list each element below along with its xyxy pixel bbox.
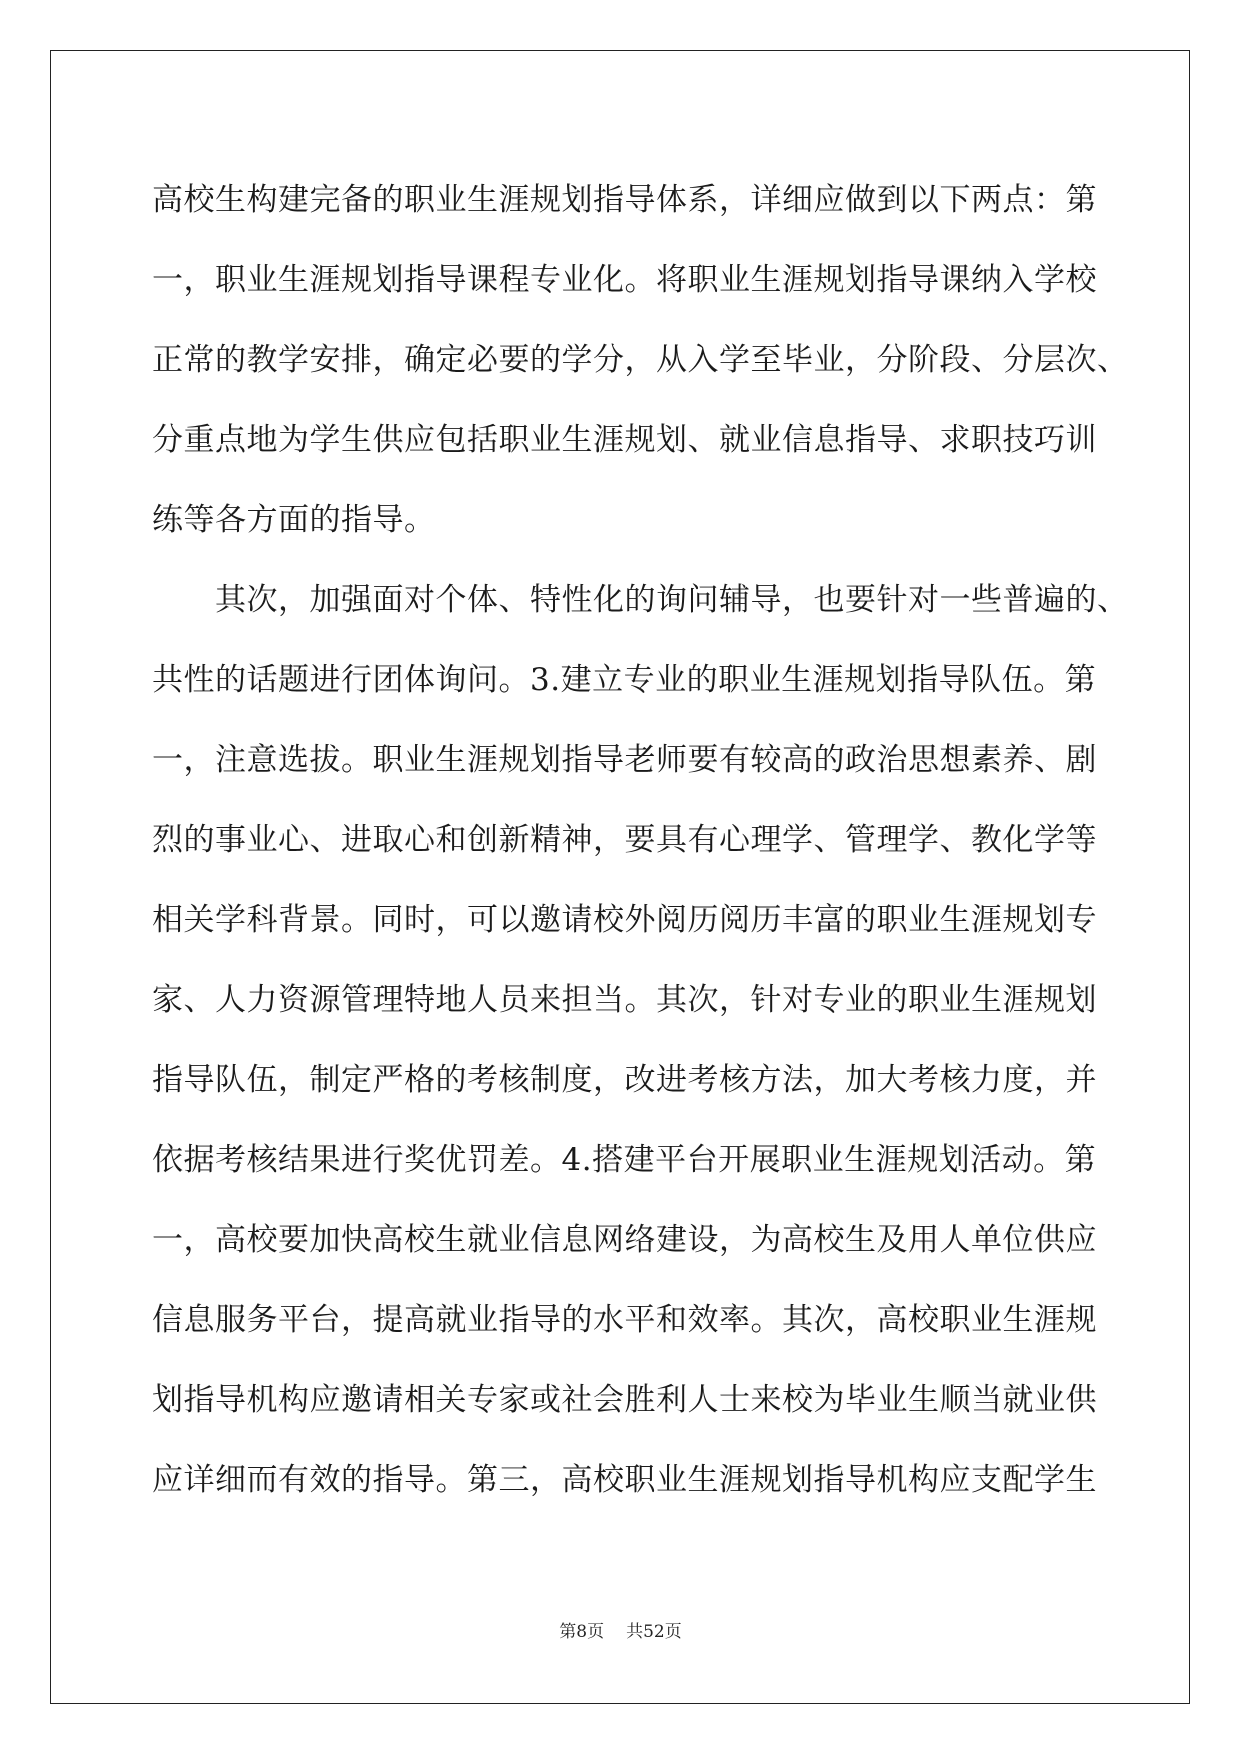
page-footer [0, 1617, 1241, 1642]
text-line: 家、人力资源管理特地人员来担当。其次，针对专业的职业生涯规划 [152, 982, 1097, 1018]
text-line: 烈的事业心、进取心和创新精神，要具有心理学、管理学、教化学等 [152, 822, 1097, 858]
text-line: 正常的教学安排，确定必要的学分，从入学至毕业，分阶段、分层次、 [152, 342, 1129, 378]
text-line: 划指导机构应邀请相关专家或社会胜利人士来校为毕业生顺当就业供 [152, 1382, 1097, 1418]
text-line: 相关学科背景。同时，可以邀请校外阅历阅历丰富的职业生涯规划专 [152, 902, 1097, 938]
text-line: 依据考核结果进行奖优罚差。4.搭建平台开展职业生涯规划活动。第 [152, 1142, 1097, 1178]
text-line: 一，注意选拔。职业生涯规划指导老师要有较高的政治思想素养、剧 [152, 742, 1097, 778]
text-line: 应详细而有效的指导。第三，高校职业生涯规划指导机构应支配学生 [152, 1462, 1097, 1498]
text-line: 其次，加强面对个体、特性化的询问辅导，也要针对一些普遍的、 [152, 582, 1129, 618]
text-line: 高校生构建完备的职业生涯规划指导体系，详细应做到以下两点：第 [152, 182, 1097, 218]
text-line: 一，高校要加快高校生就业信息网络建设，为高校生及用人单位供应 [152, 1222, 1097, 1258]
text-line: 信息服务平台，提高就业指导的水平和效率。其次，高校职业生涯规 [152, 1302, 1097, 1338]
text-line: 指导队伍，制定严格的考核制度，改进考核方法，加大考核力度，并 [152, 1062, 1097, 1098]
text-line: 共性的话题进行团体询问。3.建立专业的职业生涯规划指导队伍。第 [152, 662, 1097, 698]
text-line: 练等各方面的指导。 [152, 502, 436, 538]
total-page-count: 共52页 [626, 1622, 682, 1642]
text-line: 一，职业生涯规划指导课程专业化。将职业生涯规划指导课纳入学校 [152, 262, 1097, 298]
document-body [152, 160, 1129, 1520]
text-line: 分重点地为学生供应包括职业生涯规划、就业信息指导、求职技巧训 [152, 422, 1097, 458]
current-page-number: 第8页 [559, 1622, 605, 1642]
